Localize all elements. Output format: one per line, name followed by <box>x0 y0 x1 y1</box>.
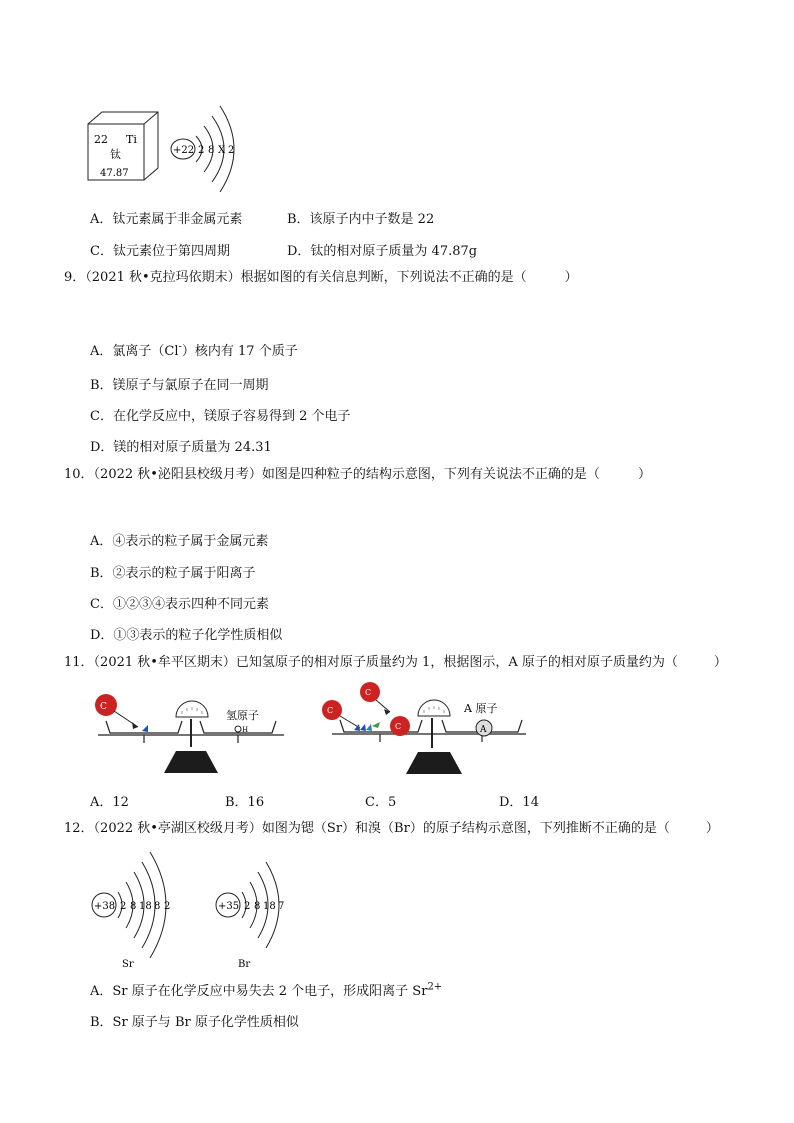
sr-label: Sr <box>122 959 134 970</box>
sr-atom-diagram <box>88 850 188 970</box>
q12-option-a-text: A．Sr 原子在化学反应中易失去 2 个电子，形成阳离子 Sr <box>90 984 428 999</box>
balance-right <box>318 682 530 776</box>
q12-option-a-sup: 2+ <box>427 981 443 993</box>
sr-shell-1: 2 <box>120 901 127 912</box>
a-atom-label: A 原子 <box>464 702 498 715</box>
ti-shell-4: 2 <box>228 145 235 156</box>
br-shell-3: 18 <box>263 901 276 912</box>
q9-option-a-text: A．氯离子（Cl <box>90 344 179 359</box>
q10-stem-text: 10．（2022 秋•泌阳县校级月考）如图是四种粒子的结构示意图，下列有关说法不正确的是（ <box>64 467 600 482</box>
ti-symbol: Ti <box>126 133 137 146</box>
q11-stem-text: 11．（2021 秋•牟平区期末）已知氢原子的相对原子质量约为 1，根据图示，A 原子的相对原子质量约为（ <box>64 655 678 670</box>
q10-option-d[interactable]: D．①③表示的粒子化学性质相似 <box>90 628 283 643</box>
q9-stem-text: 9．（2021 秋•克拉玛依期末）根据如图的有关信息判断，下列说法不正确的是（ <box>64 270 527 285</box>
sr-shell-2: 8 <box>130 901 137 912</box>
right-c-ball-1-label: C <box>327 706 334 715</box>
q8-option-b[interactable]: B．该原子内中子数是 22 <box>287 212 435 227</box>
sr-shell-3: 18 <box>139 901 152 912</box>
q11-option-a[interactable]: A．12 <box>90 795 129 810</box>
q9-option-a[interactable] <box>90 340 298 359</box>
br-shell-1: 2 <box>244 901 251 912</box>
q11-option-b[interactable]: B．16 <box>225 795 265 810</box>
q12-option-a[interactable] <box>90 980 442 999</box>
q12-stem-text: 12．（2022 秋•亭湖区校级月考）如图为锶（Sr）和溴（Br）的原子结构示意图，下列推断不正确的是（ <box>64 821 670 836</box>
q9-option-a-tail: ）核内有 17 个质子 <box>181 344 298 359</box>
q10-stem <box>64 467 651 483</box>
ti-shell-3: X <box>218 145 226 156</box>
ti-shell-1: 2 <box>198 145 205 156</box>
br-label: Br <box>238 959 251 970</box>
right-c-ball-3-label: C <box>395 722 402 731</box>
q10-option-c[interactable]: C．①②③④表示四种不同元素 <box>90 597 269 612</box>
q9-stem-close: ） <box>564 270 578 285</box>
q8-option-a[interactable]: A．钛元素属于非金属元素 <box>90 212 243 227</box>
q12-option-b[interactable]: B．Sr 原子与 Br 原子化学性质相似 <box>90 1015 299 1030</box>
q10-stem-close: ） <box>637 467 651 482</box>
q12-stem-close: ） <box>705 821 719 836</box>
br-atom-diagram <box>212 850 302 970</box>
q8-option-d[interactable]: D．钛的相对原子质量为 47.87g <box>287 244 478 259</box>
sr-shell-4: 8 <box>154 901 161 912</box>
br-shell-4: 7 <box>278 901 285 912</box>
q12-stem <box>64 821 719 837</box>
a-atom-ball-label: A <box>480 725 487 735</box>
q11-option-d[interactable]: D．14 <box>499 795 539 810</box>
titanium-figure <box>86 92 246 192</box>
q10-option-b[interactable]: B．②表示的粒子属于阳离子 <box>90 566 256 581</box>
q9-option-a-sup: - <box>178 341 182 353</box>
hydrogen-label: 氢原子 <box>226 709 259 722</box>
q9-option-c[interactable]: C．在化学反应中，镁原子容易得到 2 个电子 <box>90 409 351 424</box>
q11-option-c[interactable]: C．5 <box>365 795 397 810</box>
ti-shell-2: 8 <box>208 145 215 156</box>
left-c-ball-label: C <box>100 702 107 712</box>
q11-stem <box>64 655 727 671</box>
sr-shell-5: 2 <box>164 901 171 912</box>
ti-mass: 47.87 <box>100 168 129 179</box>
br-nucleus-charge: +35 <box>218 901 240 912</box>
ti-atomic-number: 22 <box>94 133 108 146</box>
balance-left <box>88 685 288 775</box>
hydrogen-h-mark: H <box>242 726 249 734</box>
q8-option-c[interactable]: C．钛元素位于第四周期 <box>90 244 230 259</box>
q11-stem-close: ） <box>713 655 727 670</box>
q9-option-d[interactable]: D．镁的相对原子质量为 24.31 <box>90 440 272 455</box>
right-c-ball-2-label: C <box>365 688 372 697</box>
q9-stem <box>64 270 578 286</box>
ti-name: 钛 <box>110 148 121 161</box>
sr-nucleus-charge: +38 <box>94 901 116 912</box>
ti-nucleus-charge: +22 <box>173 145 195 156</box>
q9-option-b[interactable]: B．镁原子与氯原子在同一周期 <box>90 378 269 393</box>
q10-option-a[interactable]: A．④表示的粒子属于金属元素 <box>90 534 269 549</box>
br-shell-2: 8 <box>254 901 261 912</box>
